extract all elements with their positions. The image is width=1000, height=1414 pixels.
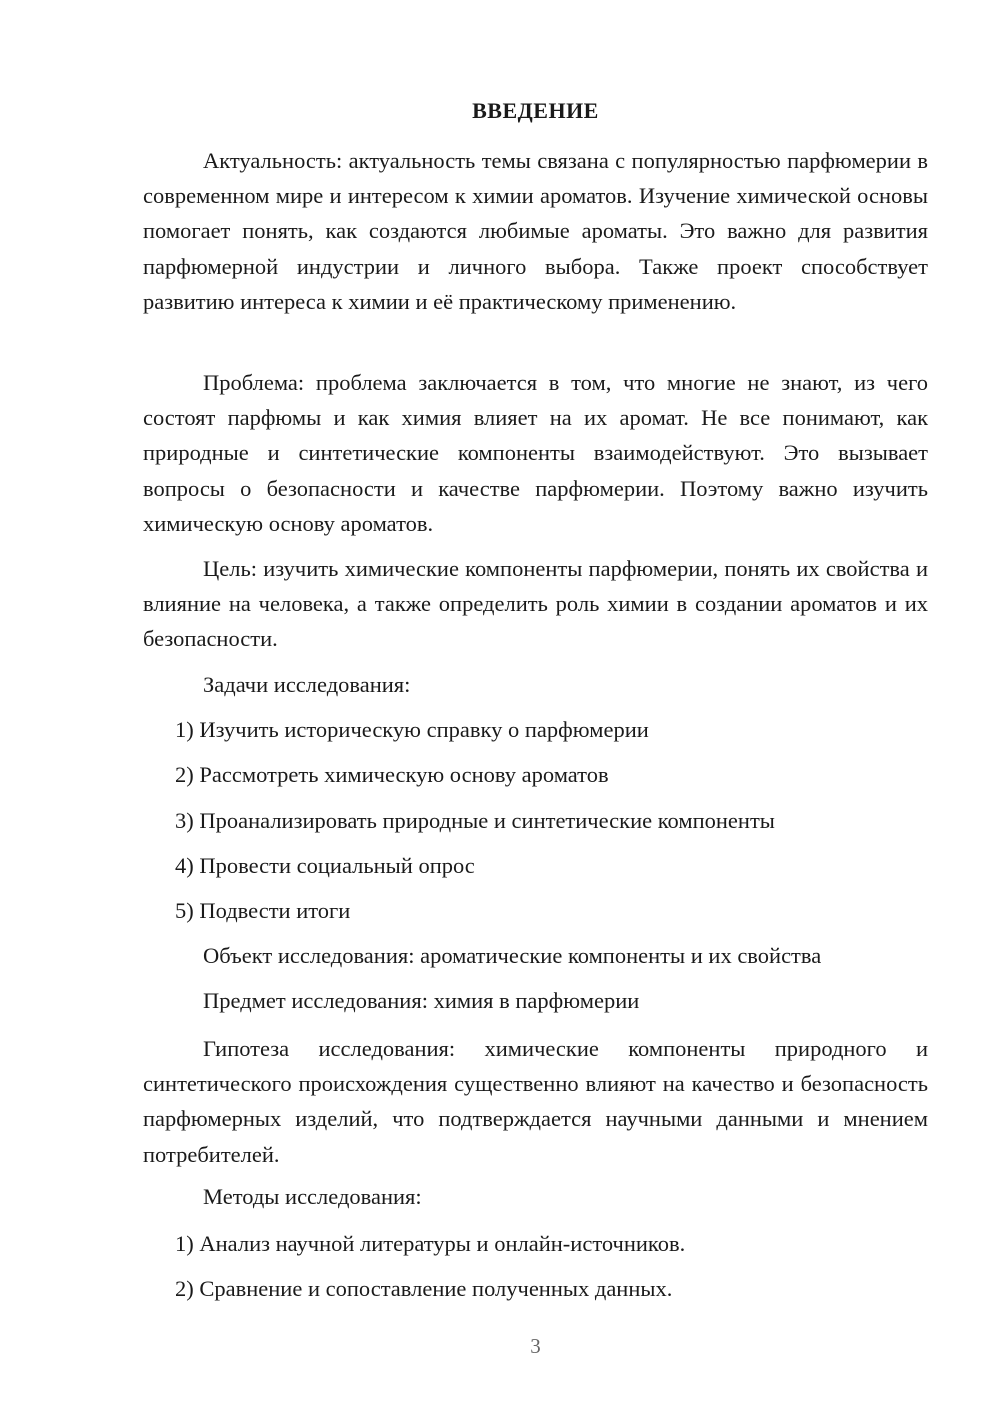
task-item: 5) Подвести итоги — [175, 898, 351, 923]
goal-paragraph: Цель: изучить химические компоненты парфюмерии, понять их свойства и влияние на человека, а также определить роль химии в создании ароматов и их безопасности. — [143, 556, 928, 652]
tasks-title: Задачи исследования: — [203, 672, 411, 697]
task-item: 4) Провести социальный опрос — [175, 853, 475, 878]
hypothesis-paragraph: Гипотеза исследования: химические компоненты природного и синтетического происхождения существенно влияют на качество и безопасность парфюмерных изделий, что подтверждается научными данными и мнением потребителей. — [143, 1036, 928, 1167]
page-number: 3 — [530, 1334, 541, 1358]
research-subject: Предмет исследования: химия в парфюмерии — [203, 988, 640, 1013]
task-item: 2) Рассмотреть химическую основу ароматов — [175, 762, 609, 787]
relevance-paragraph: Актуальность: актуальность темы связана с популярностью парфюмерии в современном мире и интересом к химии ароматов. Изучение химической основы помогает понять, как создаются любимые ароматы. Это важно для развития парфюмерной индустрии и личного выбора. Также проект способствует развитию интереса к химии и её практическому применению. — [143, 148, 928, 314]
document-heading: ВВЕДЕНИЕ — [472, 98, 599, 123]
method-item: 2) Сравнение и сопоставление полученных данных. — [175, 1276, 673, 1301]
problem-paragraph: Проблема: проблема заключается в том, что многие не знают, из чего состоят парфюмы и как химия влияет на их аромат. Не все понимают, как природные и синтетические компоненты взаимодействуют. Это вызывает вопросы о безопасности и качестве парфюмерии. Поэтому важно изучить химическую основу ароматов. — [143, 370, 928, 536]
task-item: 1) Изучить историческую справку о парфюмерии — [175, 717, 649, 742]
method-item: 1) Анализ научной литературы и онлайн-источников. — [175, 1231, 686, 1256]
research-object: Объект исследования: ароматические компоненты и их свойства — [203, 943, 822, 968]
task-item: 3) Проанализировать природные и синтетические компоненты — [175, 808, 775, 833]
methods-title: Методы исследования: — [203, 1184, 422, 1209]
